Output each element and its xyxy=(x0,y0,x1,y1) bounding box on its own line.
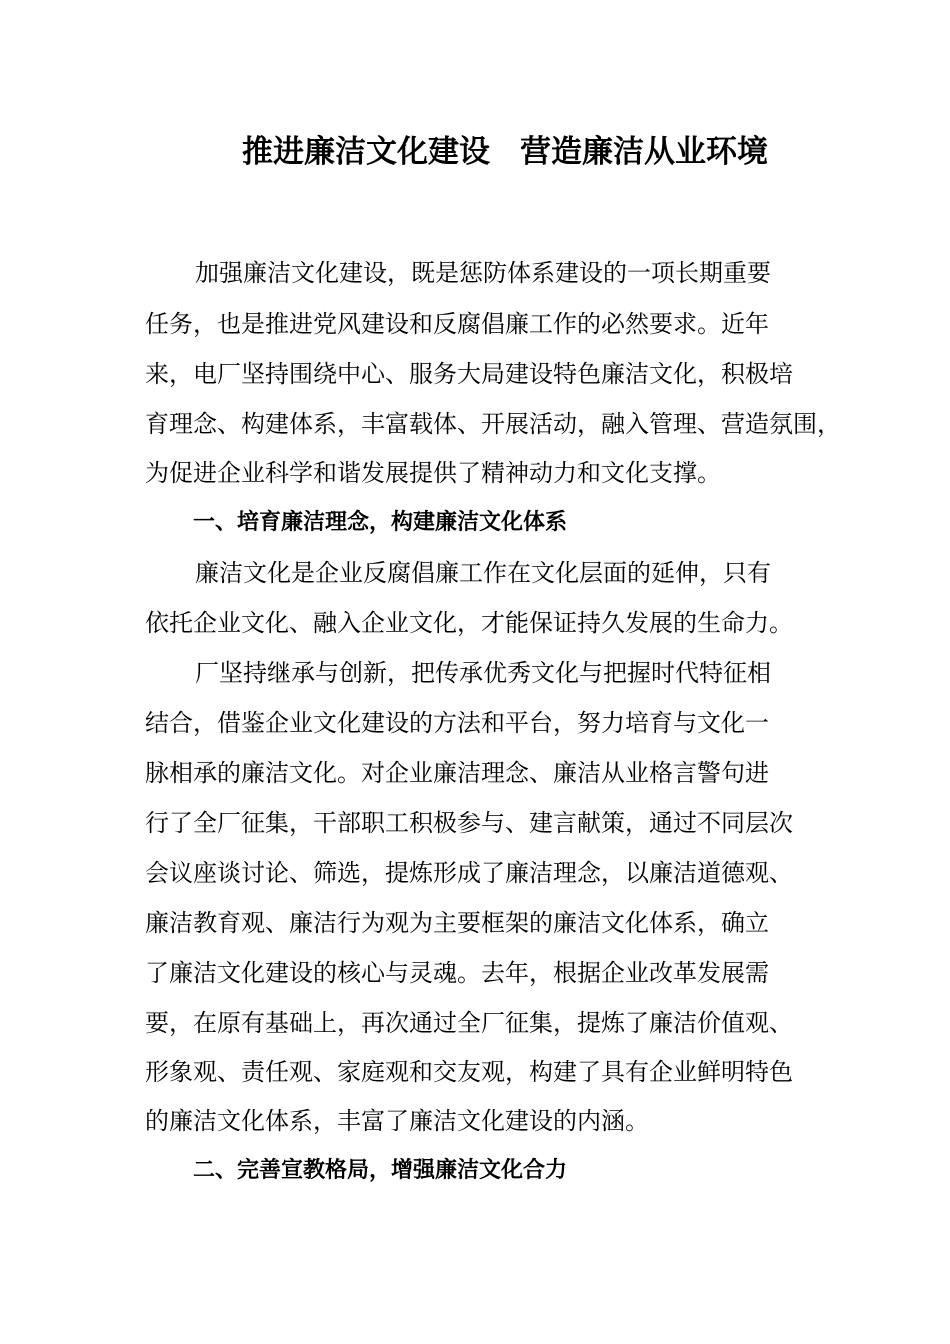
paragraph-1-line-3: 来，电厂坚持围绕中心、服务大局建设特色廉洁文化，积极培 xyxy=(145,360,793,388)
paragraph-3-line-9: 形象观、责任观、家庭观和交友观，构建了具有企业鲜明特色 xyxy=(145,1058,793,1086)
paragraph-2-line-2: 依托企业文化、融入企业文化，才能保证持久发展的生命力。 xyxy=(145,609,793,637)
paragraph-1-line-4: 育理念、构建体系，丰富载体、开展活动，融入管理、营造氛围， xyxy=(145,410,841,438)
paragraph-1-line-5: 为促进企业科学和谐发展提供了精神动力和文化支撑。 xyxy=(145,459,721,487)
section-heading-1: 一、培育廉洁理念，构建廉洁文化体系 xyxy=(193,510,568,535)
title-part-2: 营造廉洁从业环境 xyxy=(520,134,768,170)
paragraph-3-line-3: 脉相承的廉洁文化。对企业廉洁理念、廉洁从业格言警句进 xyxy=(145,759,769,787)
paragraph-3-line-10: 的廉洁文化体系，丰富了廉洁文化建设的内涵。 xyxy=(145,1107,649,1135)
paragraph-3-line-8: 要，在原有基础上，再次通过全厂征集，提炼了廉洁价值观、 xyxy=(145,1009,793,1037)
paragraph-3-line-6: 廉洁教育观、廉洁行为观为主要框架的廉洁文化体系，确立 xyxy=(145,909,769,937)
paragraph-3-line-4: 行了全厂征集，干部职工积极参与、建言献策，通过不同层次 xyxy=(145,809,793,837)
paragraph-3-line-7: 了廉洁文化建设的核心与灵魂。去年，根据企业改革发展需 xyxy=(145,959,769,987)
paragraph-1-line-2: 任务，也是推进党风建设和反腐倡廉工作的必然要求。近年 xyxy=(145,310,769,338)
paragraph-3-line-1: 厂坚持继承与创新，把传承优秀文化与把握时代特征相 xyxy=(195,659,771,687)
paragraph-2-line-1: 廉洁文化是企业反腐倡廉工作在文化层面的延伸，只有 xyxy=(195,559,771,587)
paragraph-1-line-1: 加强廉洁文化建设，既是惩防体系建设的一项长期重要 xyxy=(195,259,771,287)
title-part-1: 推进廉洁文化建设 xyxy=(242,134,490,170)
paragraph-3-line-5: 会议座谈讨论、筛选，提炼形成了廉洁理念，以廉洁道德观、 xyxy=(145,859,793,887)
section-heading-2: 二、完善宣教格局，增强廉洁文化合力 xyxy=(193,1158,568,1183)
document-title xyxy=(145,128,865,176)
paragraph-3-line-2: 结合，借鉴企业文化建设的方法和平台，努力培育与文化一 xyxy=(145,709,769,737)
